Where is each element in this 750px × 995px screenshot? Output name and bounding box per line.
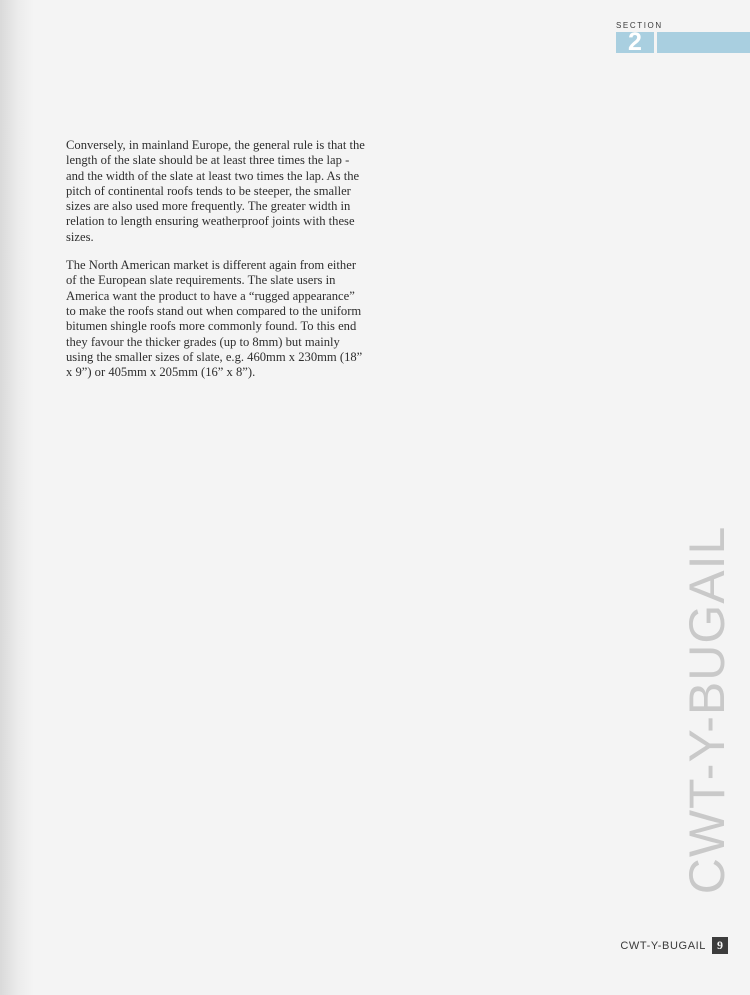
side-title: CWT-Y-BUGAIL xyxy=(679,525,735,895)
footer-title: CWT-Y-BUGAIL xyxy=(620,939,706,952)
page-footer xyxy=(620,937,728,954)
section-number: 2 xyxy=(616,32,654,53)
page-gutter-shadow xyxy=(0,0,34,995)
page-number: 9 xyxy=(712,937,728,954)
body-text xyxy=(66,138,366,393)
paragraph-2: The North American market is different again from either of the European slate requirements. The slate users in America want the product to have a “rugged appearance” to make the roofs stand out when compared to the uniform bitumen shingle roofs more commonly found. To this end they favour the thicker grades (up to 8mm) but mainly using the smaller sizes of slate, e.g. 460mm x 230mm (18” x 9”) or 405mm x 205mm (16” x 8”). xyxy=(66,258,363,380)
section-bar xyxy=(616,28,750,56)
section-label: SECTION xyxy=(616,21,663,30)
paragraph-1: Conversely, in mainland Europe, the general rule is that the length of the slate should be at least three times the lap - and the width of the slate at least two times the lap. As the pitch of continental roofs tends to be steeper, the smaller sizes are also used more frequently. The greater width in relation to length ensuring weatherproof joints with these sizes. xyxy=(66,138,365,244)
section-stripe xyxy=(657,32,750,53)
